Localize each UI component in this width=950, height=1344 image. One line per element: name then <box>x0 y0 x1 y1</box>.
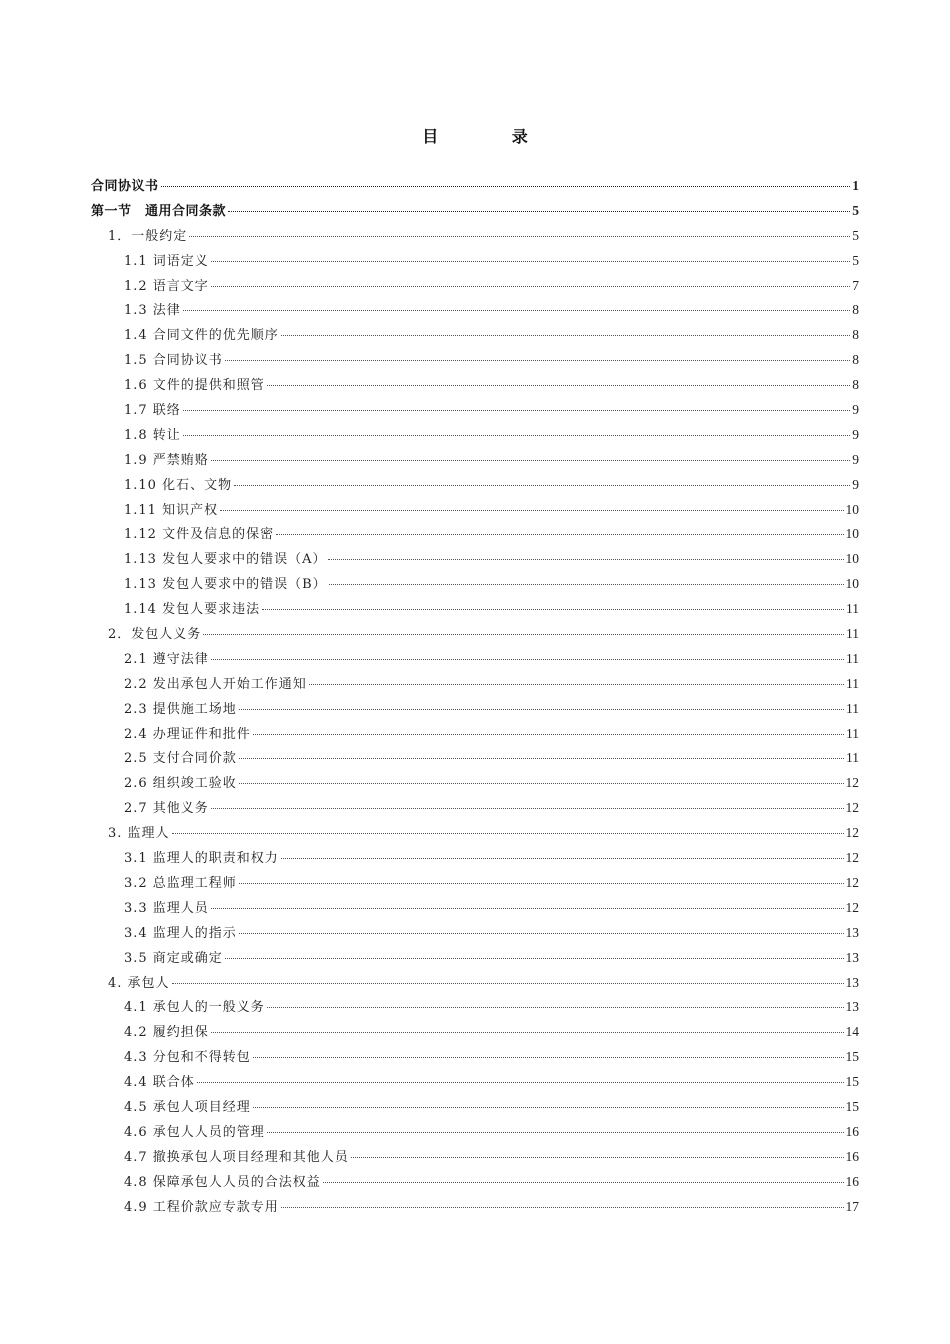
toc-entry-label: 1.14 发包人要求违法 <box>124 602 261 618</box>
toc-entry-page-number: 11 <box>846 601 859 617</box>
toc-entry-label: 第一节 通用合同条款 <box>91 203 227 219</box>
toc-entry-label: 3. 监理人 <box>108 826 170 842</box>
toc-entry-label: 1．一般约定 <box>108 228 188 244</box>
dot-leader <box>267 385 850 386</box>
toc-entry-label: 1.9 严禁贿赂 <box>124 452 209 468</box>
toc-entry-page-number: 5 <box>852 202 859 218</box>
toc-entry-label: 1.13 发包人要求中的错误（B） <box>124 577 327 593</box>
toc-entry-label: 4.4 联合体 <box>124 1075 195 1091</box>
toc-entry-label: 1.5 合同协议书 <box>124 353 223 369</box>
toc-entry[interactable] <box>91 971 859 996</box>
toc-entry-page-number: 10 <box>845 576 859 592</box>
dot-leader <box>323 1182 844 1183</box>
toc-entry-page-number: 12 <box>845 850 859 866</box>
toc-entry-page-number: 12 <box>845 800 859 816</box>
toc-entry-page-number: 16 <box>845 1173 859 1189</box>
toc-entry[interactable] <box>91 224 859 249</box>
dot-leader <box>220 510 843 511</box>
dot-leader <box>239 758 844 759</box>
dot-leader <box>239 783 844 784</box>
toc-entry-label: 4.2 履约担保 <box>124 1025 209 1041</box>
toc-entry-page-number: 8 <box>852 352 859 368</box>
toc-entry-label: 2.6 组织竣工验收 <box>124 776 237 792</box>
toc-entry[interactable] <box>91 249 859 274</box>
toc-entry[interactable] <box>91 498 859 523</box>
toc-entry-page-number: 1 <box>852 178 859 193</box>
dot-leader <box>203 634 844 635</box>
toc-entry-page-number: 11 <box>846 626 859 642</box>
toc-entry[interactable] <box>91 274 859 299</box>
page-title: 目 录 <box>422 127 562 146</box>
toc-entry[interactable] <box>91 522 859 547</box>
toc-entry[interactable] <box>91 1045 859 1070</box>
toc-entry-page-number: 15 <box>845 1049 859 1065</box>
toc-entry-page-number: 11 <box>846 750 859 766</box>
toc-entry-page-number: 13 <box>845 924 859 940</box>
toc-entry[interactable] <box>91 572 859 597</box>
dot-leader <box>239 933 844 934</box>
toc-entry[interactable] <box>91 1095 859 1120</box>
toc-entry-label: 1.13 发包人要求中的错误（A） <box>124 552 327 568</box>
dot-leader <box>351 1157 844 1158</box>
toc-entry[interactable] <box>91 597 859 622</box>
toc-entry-label: 1.7 联络 <box>124 403 181 419</box>
toc-entry[interactable] <box>91 174 859 199</box>
toc-entry-label: 3.3 监理人员 <box>124 900 209 916</box>
toc-entry-page-number: 13 <box>845 974 859 990</box>
dot-leader <box>228 211 850 212</box>
toc-entry[interactable] <box>91 622 859 647</box>
dot-leader <box>329 584 844 585</box>
toc-entry-label: 合同协议书 <box>91 179 159 194</box>
toc-entry[interactable] <box>91 1120 859 1145</box>
toc-entry-page-number: 16 <box>845 1148 859 1164</box>
toc-entry-page-number: 7 <box>852 277 859 293</box>
toc-entry-page-number: 9 <box>852 402 859 418</box>
toc-entry-page-number: 11 <box>846 675 859 691</box>
dot-leader <box>225 958 844 959</box>
dot-leader <box>262 609 844 610</box>
toc-entry-label: 1.11 知识产权 <box>124 502 219 518</box>
dot-leader <box>239 883 844 884</box>
toc-entry[interactable] <box>91 796 859 821</box>
dot-leader <box>328 559 843 560</box>
toc-entry-label: 2.1 遵守法律 <box>124 651 209 667</box>
toc-entry-page-number: 13 <box>845 949 859 965</box>
toc-entry-label: 2.5 支付合同价款 <box>124 751 237 767</box>
toc-entry[interactable] <box>91 348 859 373</box>
toc-entry-label: 1.3 法律 <box>124 303 181 319</box>
toc-entry-label: 4.8 保障承包人人员的合法权益 <box>124 1174 321 1190</box>
toc-entry[interactable] <box>91 771 859 796</box>
toc-entry-label: 4.5 承包人项目经理 <box>124 1099 251 1115</box>
dot-leader <box>183 410 850 411</box>
toc-entry-label: 2.4 办理证件和批件 <box>124 726 251 742</box>
toc-entry-label: 3.4 监理人的指示 <box>124 925 237 941</box>
toc-entry-page-number: 12 <box>845 874 859 890</box>
toc-entry-label: 3.2 总监理工程师 <box>124 875 237 891</box>
toc-entry[interactable] <box>91 373 859 398</box>
toc-entry-label: 2．发包人义务 <box>108 627 202 643</box>
dot-leader <box>309 684 844 685</box>
dot-leader <box>172 983 844 984</box>
dot-leader <box>281 858 844 859</box>
dot-leader <box>183 435 850 436</box>
toc-entry[interactable] <box>91 199 859 224</box>
dot-leader <box>172 833 844 834</box>
toc-entry-label: 2.7 其他义务 <box>124 801 209 817</box>
toc-entry-page-number: 10 <box>845 551 859 567</box>
toc-entry-label: 2.2 发出承包人开始工作通知 <box>124 676 307 692</box>
toc-entry[interactable] <box>91 896 859 921</box>
toc-entry[interactable] <box>91 672 859 697</box>
toc-entry[interactable] <box>91 1070 859 1095</box>
dot-leader <box>281 335 850 336</box>
toc-entry[interactable] <box>91 1020 859 1045</box>
toc-entry-page-number: 5 <box>852 252 859 268</box>
toc-entry[interactable] <box>91 547 859 572</box>
dot-leader <box>253 734 844 735</box>
toc-entry-label: 1.10 化石、文物 <box>124 477 233 493</box>
toc-entry-page-number: 9 <box>852 451 859 467</box>
toc-entry-page-number: 17 <box>845 1198 859 1214</box>
toc-entry-label: 1.6 文件的提供和照管 <box>124 378 265 394</box>
toc-entry[interactable] <box>91 448 859 473</box>
toc-entry[interactable] <box>91 398 859 423</box>
toc-entry-label: 1.1 词语定义 <box>124 253 209 269</box>
toc-entry[interactable] <box>91 323 859 348</box>
toc-entry-label: 1.2 语言文字 <box>124 278 209 294</box>
dot-leader <box>253 1057 844 1058</box>
dot-leader <box>183 310 850 311</box>
toc-entry-page-number: 11 <box>846 650 859 666</box>
table-of-contents <box>91 174 859 1219</box>
toc-entry-label: 4.9 工程价款应专款专用 <box>124 1199 279 1215</box>
toc-entry-page-number: 8 <box>852 327 859 343</box>
dot-leader <box>197 1082 844 1083</box>
toc-entry-page-number: 9 <box>852 476 859 492</box>
dot-leader <box>267 1132 844 1133</box>
toc-entry-page-number: 15 <box>845 1074 859 1090</box>
dot-leader <box>189 236 850 237</box>
toc-entry-page-number: 16 <box>845 1123 859 1139</box>
dot-leader <box>211 261 850 262</box>
toc-entry[interactable] <box>91 921 859 946</box>
toc-entry-page-number: 8 <box>852 302 859 318</box>
toc-entry[interactable] <box>91 821 859 846</box>
dot-leader <box>253 1107 844 1108</box>
toc-entry[interactable] <box>91 746 859 771</box>
toc-entry-page-number: 11 <box>846 725 859 741</box>
toc-entry-label: 4.7 撤换承包人项目经理和其他人员 <box>124 1149 349 1165</box>
toc-entry-page-number: 12 <box>845 775 859 791</box>
dot-leader <box>211 286 850 287</box>
toc-entry-page-number: 10 <box>845 526 859 542</box>
dot-leader <box>267 1007 844 1008</box>
toc-entry-page-number: 11 <box>846 700 859 716</box>
toc-entry[interactable] <box>91 1145 859 1170</box>
toc-entry-page-number: 9 <box>852 426 859 442</box>
toc-entry[interactable] <box>91 647 859 672</box>
dot-leader <box>211 659 844 660</box>
toc-entry[interactable] <box>91 1170 859 1195</box>
toc-entry-page-number: 12 <box>845 899 859 915</box>
dot-leader <box>281 1207 844 1208</box>
toc-entry-page-number: 8 <box>852 377 859 393</box>
dot-leader <box>239 709 844 710</box>
toc-entry[interactable] <box>91 697 859 722</box>
dot-leader <box>276 534 843 535</box>
toc-entry-label: 4.6 承包人人员的管理 <box>124 1124 265 1140</box>
toc-entry[interactable] <box>91 995 859 1020</box>
dot-leader <box>211 1032 844 1033</box>
toc-entry-label: 1.12 文件及信息的保密 <box>124 527 275 543</box>
toc-entry[interactable] <box>91 722 859 747</box>
dot-leader <box>211 460 850 461</box>
toc-entry[interactable] <box>91 946 859 971</box>
dot-leader <box>211 908 844 909</box>
toc-entry[interactable] <box>91 871 859 896</box>
dot-leader <box>161 186 851 187</box>
toc-entry-page-number: 5 <box>852 227 859 243</box>
toc-entry-label: 2.3 提供施工场地 <box>124 701 237 717</box>
toc-entry[interactable] <box>91 846 859 871</box>
toc-entry[interactable] <box>91 298 859 323</box>
dot-leader <box>211 808 844 809</box>
toc-entry-page-number: 15 <box>845 1098 859 1114</box>
toc-entry[interactable] <box>91 423 859 448</box>
toc-entry-label: 4.1 承包人的一般义务 <box>124 1000 265 1016</box>
toc-entry-label: 3.5 商定或确定 <box>124 950 223 966</box>
toc-entry-label: 1.8 转让 <box>124 427 181 443</box>
toc-entry[interactable] <box>91 1195 859 1220</box>
toc-entry[interactable] <box>91 473 859 498</box>
dot-leader <box>225 360 850 361</box>
toc-entry-label: 3.1 监理人的职责和权力 <box>124 851 279 867</box>
toc-entry-page-number: 10 <box>845 501 859 517</box>
toc-entry-label: 4. 承包人 <box>108 975 170 991</box>
toc-entry-page-number: 12 <box>845 825 859 841</box>
toc-entry-label: 1.4 合同文件的优先顺序 <box>124 328 279 344</box>
toc-entry-label: 4.3 分包和不得转包 <box>124 1050 251 1066</box>
toc-entry-page-number: 14 <box>845 1024 859 1040</box>
dot-leader <box>234 485 850 486</box>
toc-entry-page-number: 13 <box>845 999 859 1015</box>
